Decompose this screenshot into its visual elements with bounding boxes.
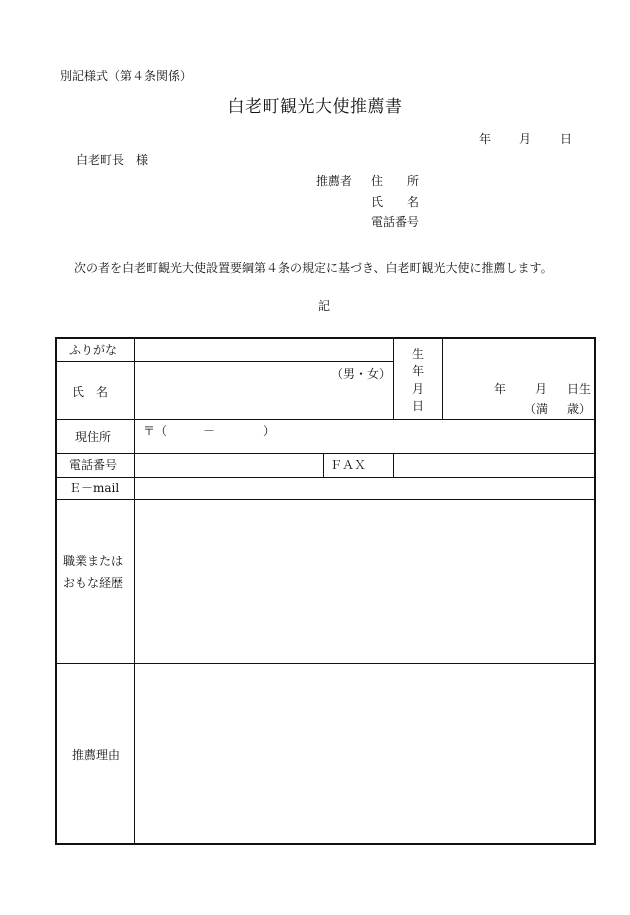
reason-input[interactable]: [136, 664, 593, 842]
recommender-name-label: 氏 名: [371, 195, 420, 209]
address-label: 現住所: [75, 430, 112, 444]
age-open: （満: [524, 402, 549, 416]
recommender-address-label: 住 所: [371, 174, 420, 188]
gender-options[interactable]: （男・女）: [331, 367, 392, 381]
recommendation-statement: 次の者を白老町観光大使設置要綱第４条の規定に基づき、白老町観光大使に推薦します。: [74, 261, 553, 275]
recommender-phone-label: 電話番号: [371, 215, 420, 229]
birth-label-char-1: 生: [412, 347, 425, 361]
name-label: 氏 名: [72, 385, 109, 399]
career-label-line2: おもな経歴: [63, 576, 124, 590]
date-month-label: 月: [519, 132, 532, 146]
birth-year-unit: 年: [494, 382, 507, 396]
email-input[interactable]: [136, 478, 593, 498]
phone-input[interactable]: [136, 454, 322, 476]
birth-label-char-4: 日: [412, 399, 425, 413]
postal-code-close: ）: [263, 424, 276, 438]
career-label-line1: 職業または: [63, 554, 124, 568]
date-year-label: 年: [479, 132, 492, 146]
birth-day-unit: 日生: [567, 382, 592, 396]
fax-input[interactable]: [395, 454, 593, 476]
addressee: 白老町長 様: [76, 153, 149, 167]
phone-label: 電話番号: [69, 458, 118, 472]
ki-heading: 記: [318, 299, 331, 313]
age-close: 歳）: [567, 402, 592, 416]
email-label: Ｅ－mail: [69, 481, 120, 495]
date-day-label: 日: [560, 132, 573, 146]
furigana-input[interactable]: [136, 339, 392, 361]
document-title: 白老町観光大使推薦書: [227, 97, 403, 117]
postal-code-dash: －: [203, 424, 216, 438]
birth-month-unit: 月: [535, 382, 548, 396]
recommender-label: 推薦者: [316, 174, 353, 188]
recommendation-table: [55, 337, 596, 845]
form-number: 別記様式（第４条関係）: [60, 69, 193, 83]
fax-label: ＦＡＸ: [330, 458, 367, 472]
furigana-label: ふりがな: [69, 343, 118, 357]
career-input[interactable]: [136, 500, 593, 662]
birth-label-char-3: 月: [412, 382, 425, 396]
postal-code-open: 〒（: [143, 424, 168, 438]
birth-label-char-2: 年: [412, 364, 425, 378]
reason-label: 推薦理由: [72, 748, 121, 762]
